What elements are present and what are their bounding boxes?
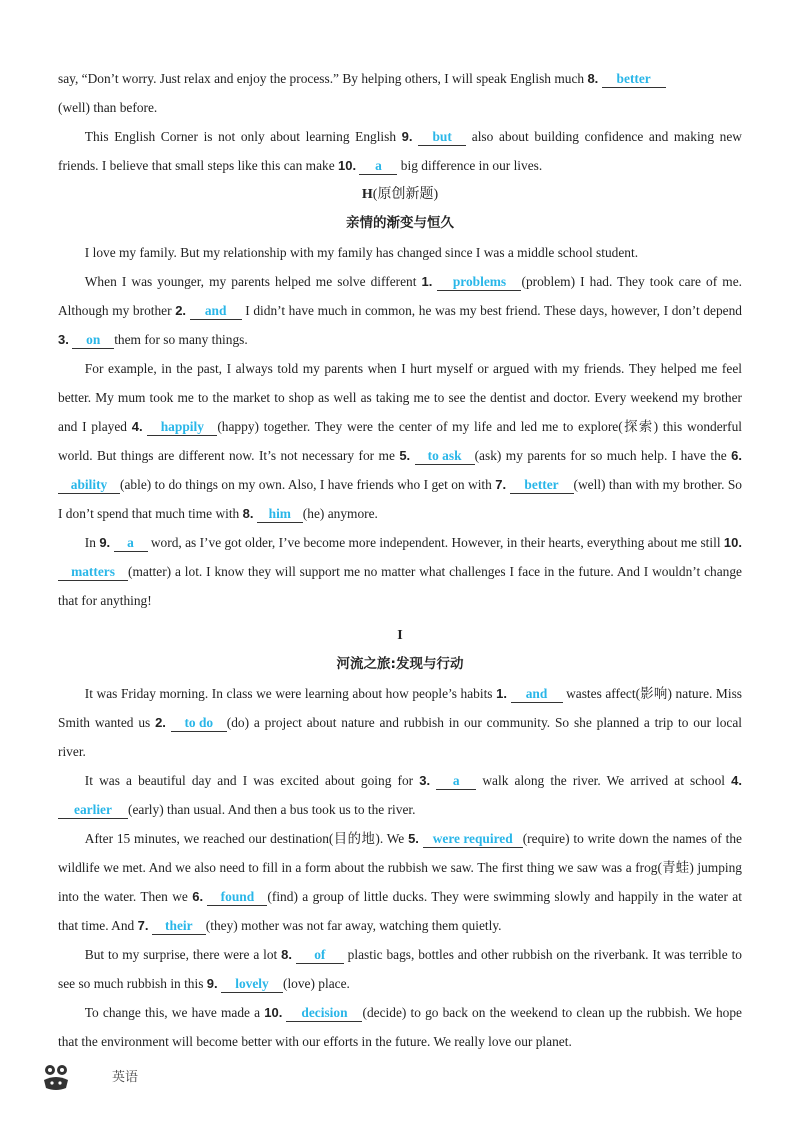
i-paragraph-1: It was Friday morning. In class we were learning about how people’s habits 1. and wastes affect(影响) nature. Miss Smith wanted us 2. to do (do) a project about nature and rubbish in our community. So she planned a trip to our local river.: [58, 686, 742, 759]
answer-blank-i7: their: [152, 918, 206, 935]
answer-blank-h5: to ask: [415, 448, 475, 465]
i-paragraph-3: After 15 minutes, we reached our destination(目的地). We 5. were required (require) to write down the names of the wildlife we met. And we also need to fill in a form about the rubbish we saw. The first thing we saw was a frog(青蛙) jumping into the water. Then we 6. found (find) a group of little ducks. They were swimming slowly and happily in the water at that time. And 7. their (they) mother was not far away, watching them quietly.: [58, 831, 742, 933]
answer-blank-h1: problems: [437, 274, 521, 291]
answer-blank-h7: better: [510, 477, 574, 494]
h-paragraph-3: For example, in the past, I always told my parents when I hurt myself or argued with my friends. They helped me feel better. My mum took me to the market to shop as well as taking me to see the dentist and doctor. Every weekend my brother and I played 4. happily (happy) together. They were the center of my life and led me to explore(探索) this wonderful world. But things are different now. It’s not necessary for me 5. to ask (ask) my parents for so much help. I have the 6. ability (able) to do things on my own. Also, I have friends who I get on with 7. better (well) than with my brother. So I don’t spend that much time with 8. him (he) anymore.: [58, 361, 742, 521]
section-i-title: 河流之旅:发现与行动: [336, 656, 464, 672]
answer-blank-i6: found: [207, 889, 267, 906]
answer-blank-h6: ability: [58, 477, 120, 494]
i-paragraph-5: To change this, we have made a 10. decision (decide) to go back on the weekend to clean up the rubbish. We hope that the environment will become better with our efforts in the future. We really love our planet.: [58, 1005, 742, 1049]
answer-blank-i3: a: [436, 773, 476, 790]
answer-blank-i1: and: [511, 686, 563, 703]
answer-blank-i5: were required: [423, 831, 523, 848]
answer-blank-i4: earlier: [58, 802, 128, 819]
section-i-heading: I: [397, 628, 403, 643]
page-content: [58, 64, 742, 1056]
section-h-heading: H(原创新题): [361, 187, 439, 202]
answer-blank-i9: lovely: [221, 976, 283, 993]
mascot-logo-icon: [40, 1062, 74, 1092]
i-paragraph-2: It was a beautiful day and I was excited about going for 3. a walk along the river. We arrived at school 4. earlier (early) than usual. And then a bus took us to the river.: [58, 766, 742, 824]
answer-blank-i2: to do: [171, 715, 227, 732]
answer-blank-h10: matters: [58, 564, 128, 581]
h-paragraph-1: I love my family. But my relationship with my family has changed since I was a middle school student.: [84, 245, 639, 260]
i-paragraph-4: But to my surprise, there were a lot 8. of plastic bags, bottles and other rubbish on the riverbank. It was terrible to see so much rubbish in this 9. lovely (love) place.: [58, 947, 742, 991]
answer-blank-g9: but: [418, 129, 466, 146]
h-paragraph-4: In 9. a word, as I’ve got older, I’ve become more independent. However, in their hearts, everything about me still 10. matters (matter) a lot. I know they will support me no matter what challenges I face in the future. And I wouldn’t change that for anything!: [58, 535, 742, 608]
answer-blank-h2: and: [190, 303, 242, 320]
answer-blank-h4: happily: [147, 419, 217, 436]
answer-blank-h9: a: [114, 535, 148, 552]
answer-blank-g8: better: [602, 71, 666, 88]
answer-blank-h3: on: [72, 332, 114, 349]
section-h-title: 亲情的渐变与恒久: [346, 215, 454, 231]
footer-subject: 英语: [112, 1070, 139, 1085]
h-paragraph-2: When I was younger, my parents helped me solve different 1. problems (problem) I had. They took care of me. Although my brother 2. and I didn’t have much in common, he was my best friend. These days, however, I don’t depend 3. on them for so many things.: [58, 274, 742, 347]
answer-blank-i8: of: [296, 947, 344, 964]
answer-blank-i10: decision: [286, 1005, 362, 1022]
g-paragraph-1: say, “Don’t worry. Just relax and enjoy the process.” By helping others, I will speak English much 8. better (well) than before.: [58, 64, 742, 122]
answer-blank-h8: him: [257, 506, 303, 523]
answer-blank-g10: a: [359, 158, 397, 175]
g-paragraph-2: This English Corner is not only about learning English 9. but also about building confidence and making new friends. I believe that small steps like this can make 10. a big difference in our lives.: [58, 129, 742, 173]
